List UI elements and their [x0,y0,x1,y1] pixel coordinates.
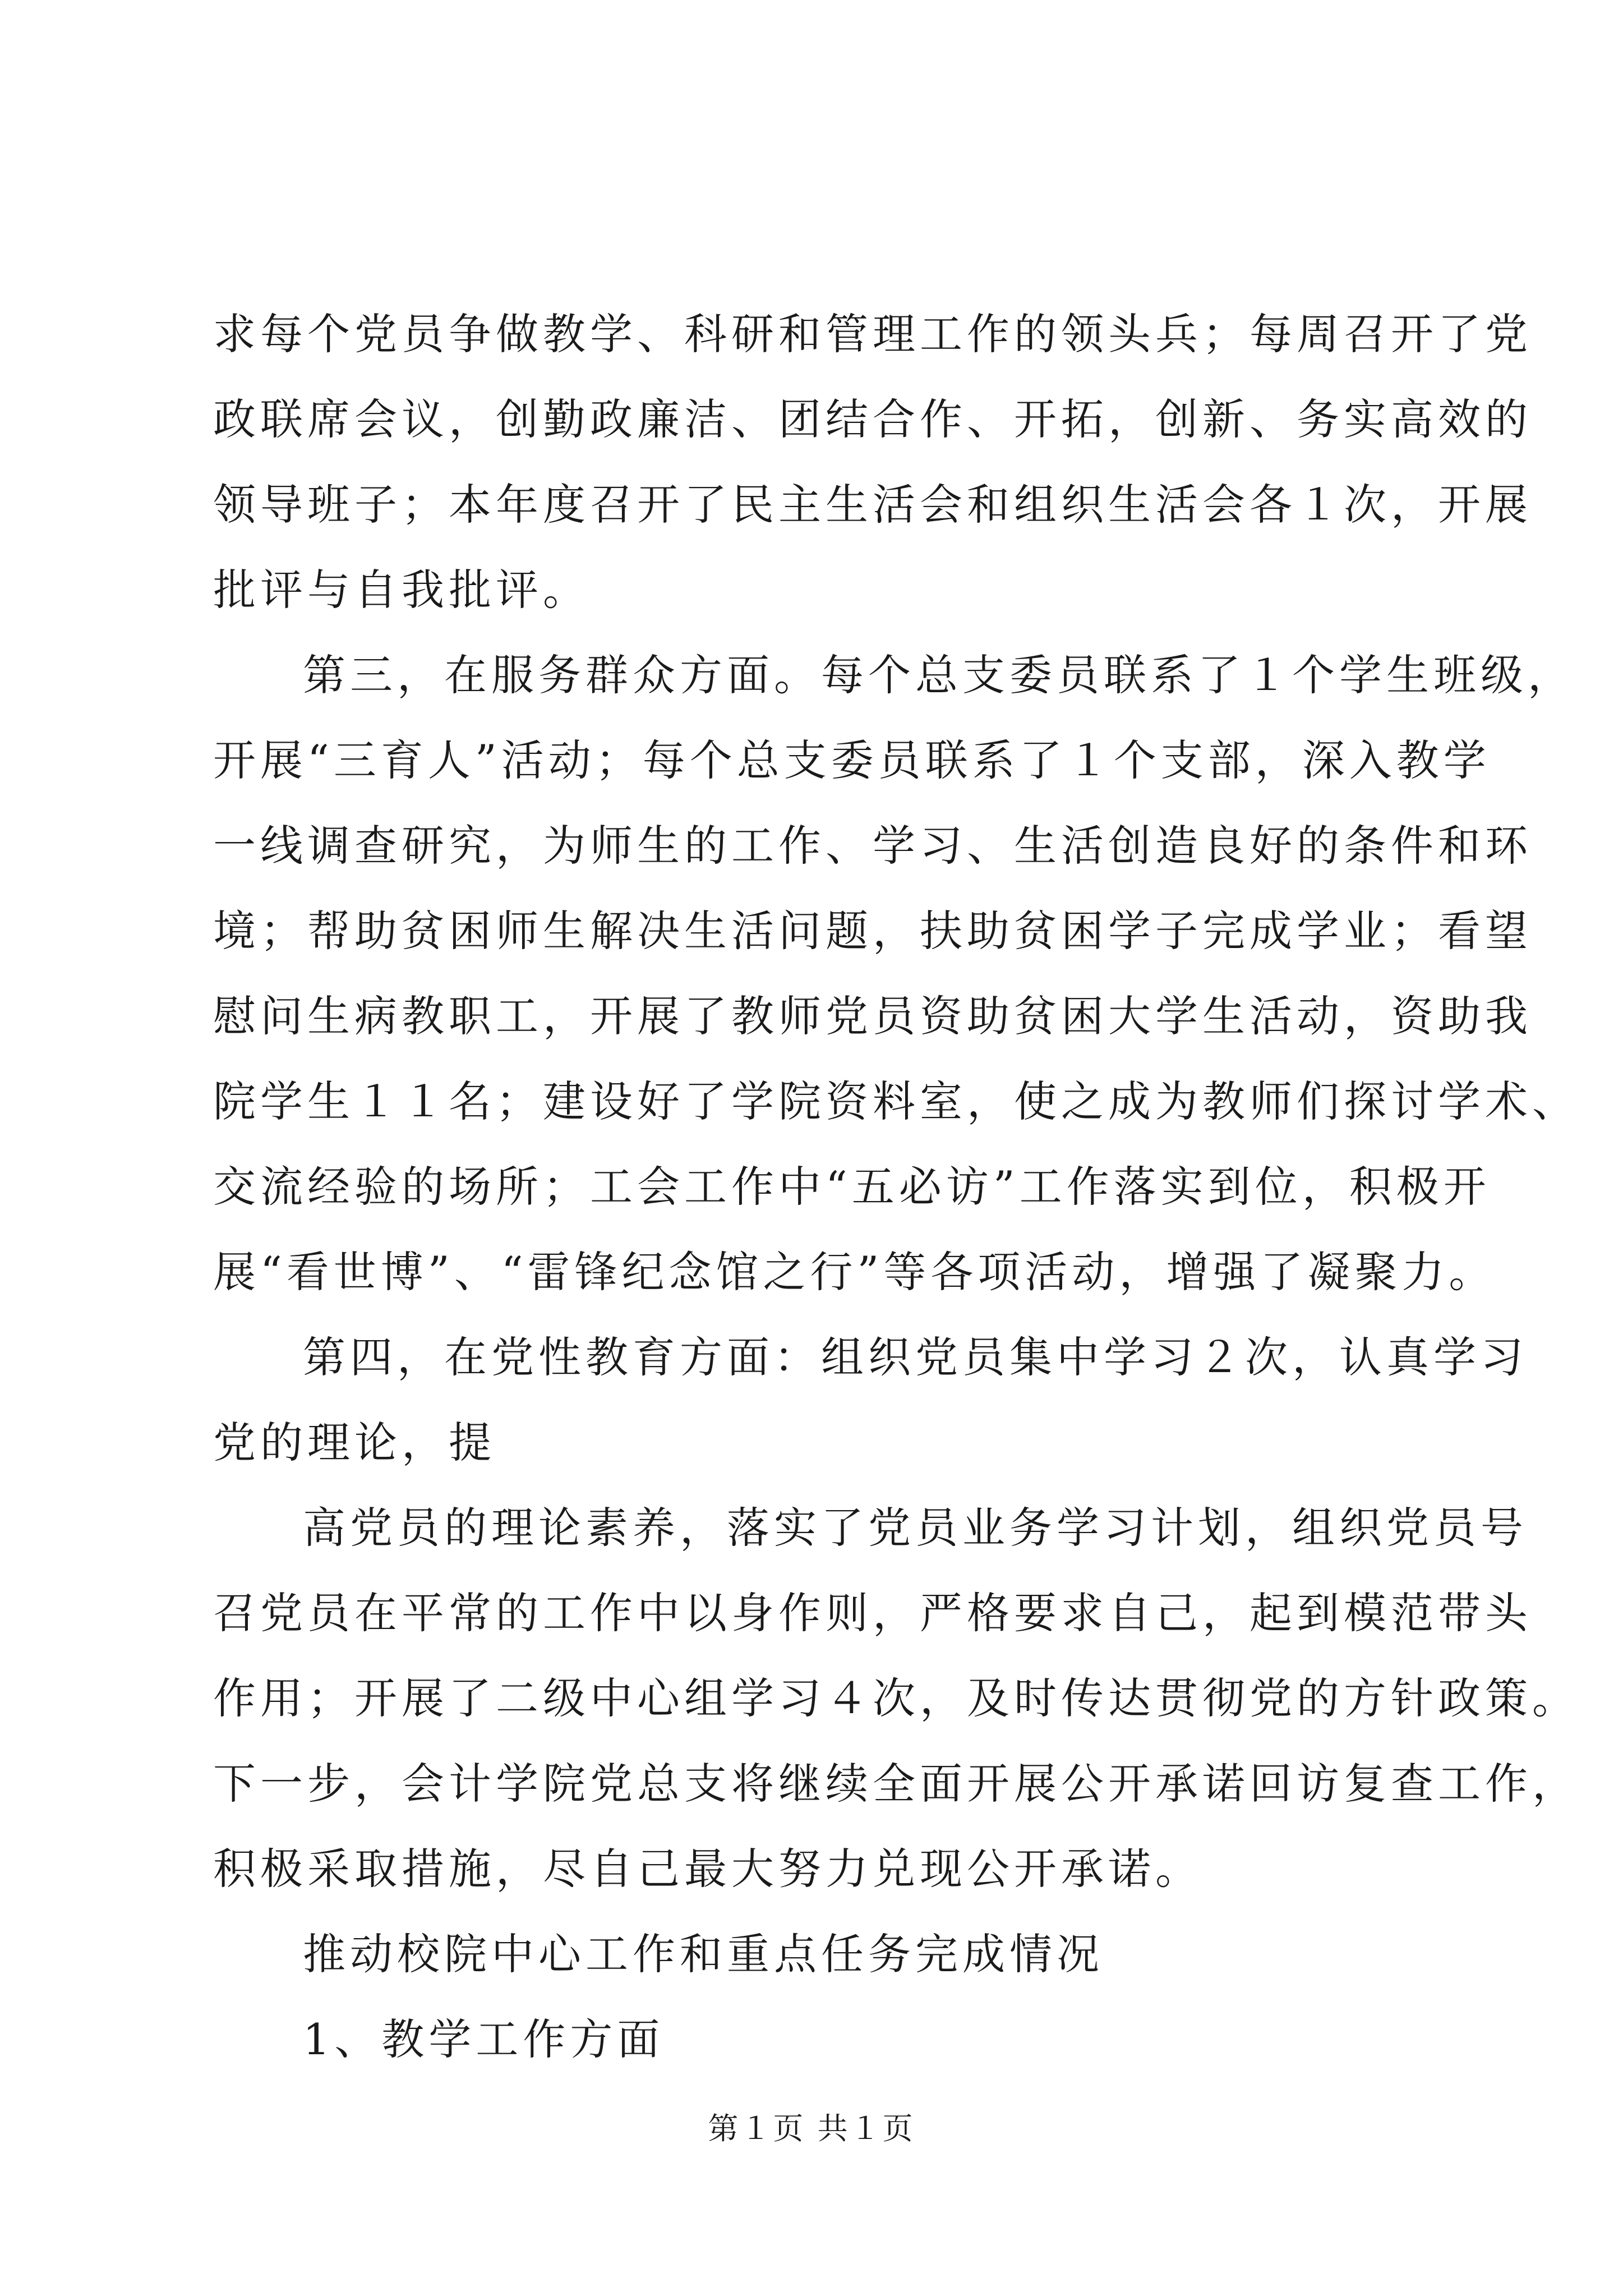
text-line: 高党员的理论素养，落实了党员业务学习计划，组织党员号 [303,1503,1528,1553]
paragraph [213,1485,1579,1912]
text-line: 批评与自我批评。 [213,565,590,615]
subsection-heading [213,1997,1424,2082]
text-line: 一线调查研究，为师生的工作、学习、生活创造良好的条件和环 [213,821,1532,871]
text-line: 交流经验的场所；工会工作中“五必访”工作落实到位，积极开 [213,1162,1491,1212]
paragraph [213,1315,1528,1485]
text-line: 境；帮助贫困师生解决生活问题，扶助贫困学子完成学业；看望 [213,906,1532,956]
paragraph [213,633,1579,1315]
text-line: 政联席会议，创勤政廉洁、团结合作、开拓，创新、务实高效的 [213,394,1532,444]
text-line: 作用；开展了二级中心组学习４次，及时传达贯彻党的方针政策。 [213,1673,1579,1723]
text-line: 第三，在服务群众方面。每个总支委员联系了１个学生班级， [303,650,1575,700]
page-footer [0,2109,1623,2148]
text-line: 推动校院中心工作和重点任务完成情况 [303,1929,1104,1979]
text-line: 慰问生病教职工，开展了教师党员资助贫困大学生活动，资助我 [213,991,1532,1041]
text-line: 院学生１１名；建设好了学院资料室，使之成为教师们探讨学术、 [213,1076,1579,1126]
text-line: 求每个党员争做教学、科研和管理工作的领头兵；每周召开了党 [213,309,1532,359]
section-heading [213,1912,1424,1997]
text-line: 开展“三育人”活动；每个总支委员联系了１个支部，深入教学 [213,735,1491,785]
document-body [213,292,1579,2082]
paragraph [213,292,1532,633]
text-line: 第四，在党性教育方面：组织党员集中学习２次，认真学习 [303,1332,1528,1382]
text-line: 党的理论，提 [213,1418,496,1467]
text-line: 1、教学工作方面 [303,2014,665,2064]
text-line: 展“看世博”、“雷锋纪念馆之行”等各项活动，增强了凝聚力。 [213,1247,1496,1297]
text-line: 下一步，会计学院党总支将继续全面开展公开承诺回访复查工作， [213,1759,1579,1809]
text-line: 召党员在平常的工作中以身作则，严格要求自己，起到模范带头 [213,1588,1532,1638]
text-line: 领导班子；本年度召开了民主生活会和组织生活会各１次，开展 [213,480,1532,530]
text-line: 积极采取措施，尽自己最大努力兑现公开承诺。 [213,1844,1202,1894]
page-number-label: 第１页 共１页 [708,2111,915,2146]
